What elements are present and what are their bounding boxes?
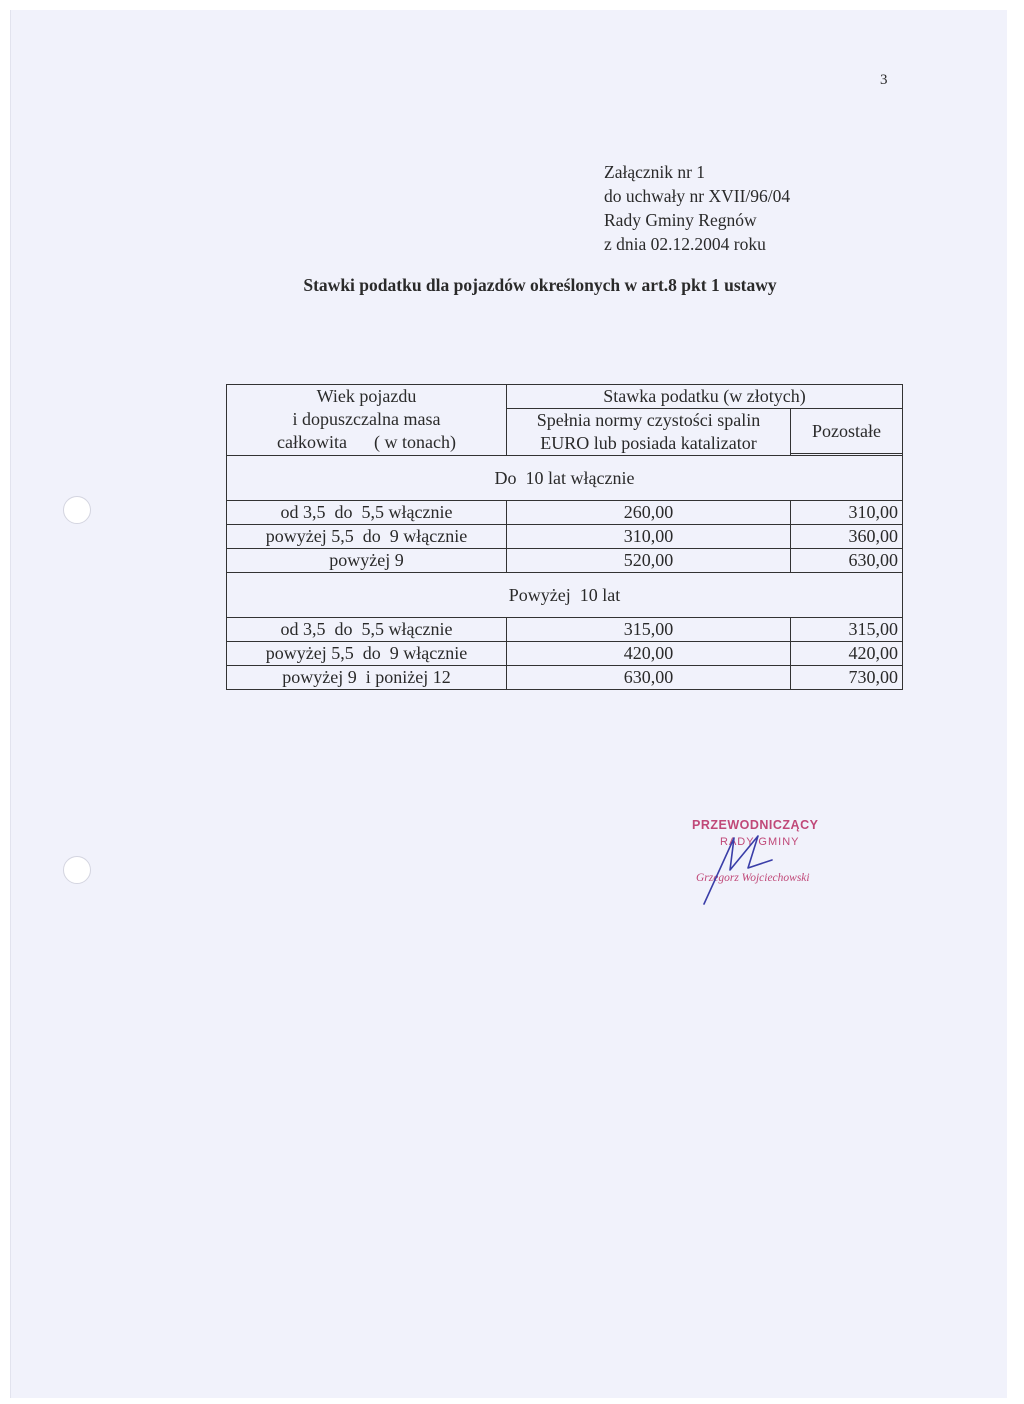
other-rate-cell: 310,00 [791,501,903,525]
header-vehicle-age-mass [227,385,507,456]
euro-rate-cell: 315,00 [507,618,791,642]
range-cell: od 3,5 do 5,5 włącznie [227,618,507,642]
punch-hole-top [63,496,91,524]
header-tax-rate: Stawka podatku (w złotych) [507,385,903,409]
header-age-line-3: całkowita ( w tonach) [277,432,456,452]
other-rate-cell: 315,00 [791,618,903,642]
header-euro-line-2: EURO lub posiada katalizator [540,433,757,453]
header-age-line-2: i dopuszczalna masa [292,409,441,429]
table-row [227,549,903,573]
document-page [10,10,1007,1398]
header-age-line-1: Wiek pojazdu [316,386,417,406]
handwritten-signature [690,818,780,908]
table-row [227,666,903,690]
range-cell: powyżej 9 [227,549,507,573]
header-line-3: Rady Gminy Regnów [604,210,757,230]
table-row [227,501,903,525]
euro-rate-cell: 420,00 [507,642,791,666]
section-label: Do 10 lat włącznie [227,456,903,501]
header-euro-norms [507,409,791,456]
euro-rate-cell: 260,00 [507,501,791,525]
document-title: Stawki podatku dla pojazdów określonych w art.8 pkt 1 ustawy [303,275,777,295]
section-label: Powyżej 10 lat [227,573,903,618]
attachment-header [604,160,790,256]
punch-hole-bottom [63,856,91,884]
stamp-name: Grzegorz Wojciechowski [696,872,810,884]
range-cell: powyżej 5,5 do 9 włącznie [227,525,507,549]
header-line-4: z dnia 02.12.2004 roku [604,234,766,254]
other-rate-cell: 420,00 [791,642,903,666]
stamp-subtitle: RADY GMINY [720,836,800,848]
table-header-row [227,385,903,409]
header-euro-line-1: Spełnia normy czystości spalin [536,410,761,430]
other-rate-cell: 360,00 [791,525,903,549]
range-cell: powyżej 9 i poniżej 12 [227,666,507,690]
stamp-title: PRZEWODNICZĄCY [692,818,819,832]
euro-rate-cell: 310,00 [507,525,791,549]
range-cell: od 3,5 do 5,5 włącznie [227,501,507,525]
table-row [227,642,903,666]
header-other: Pozostałe [791,409,903,454]
euro-rate-cell: 630,00 [507,666,791,690]
section-row-up-to-10 [227,456,903,501]
euro-rate-cell: 520,00 [507,549,791,573]
table-row [227,618,903,642]
other-rate-cell: 630,00 [791,549,903,573]
range-cell: powyżej 5,5 do 9 włącznie [227,642,507,666]
other-rate-cell: 730,00 [791,666,903,690]
table-row [227,525,903,549]
page-number: 3 [880,72,888,88]
tax-rates-table [226,384,903,690]
header-line-2: do uchwały nr XVII/96/04 [604,186,791,206]
section-row-over-10 [227,573,903,618]
header-line-1: Załącznik nr 1 [604,162,706,182]
